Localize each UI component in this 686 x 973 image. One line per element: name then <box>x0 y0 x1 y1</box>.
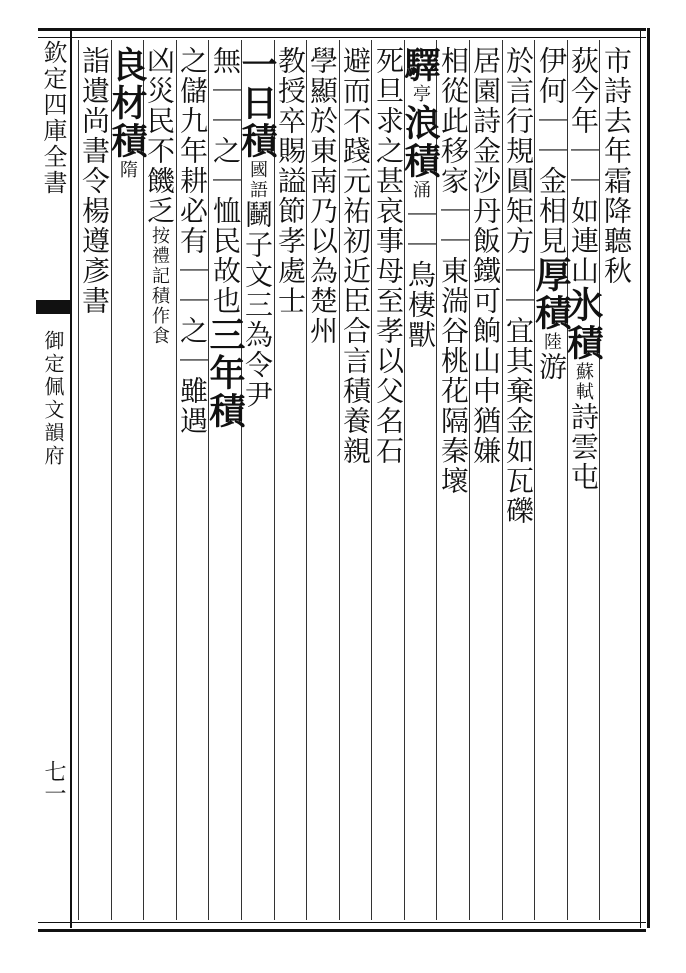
body-text: 學顯於東南乃以為楚州 <box>306 46 339 346</box>
annotation-text: 隋 <box>117 160 138 180</box>
body-text: 詩雲屯 <box>567 402 600 492</box>
body-text: 之儲九年耕必有 <box>176 46 209 256</box>
body-text: 游 <box>535 352 568 382</box>
body-text: 之 <box>176 316 209 346</box>
body-text: 如連山 <box>567 196 600 286</box>
body-text: 恤民故也 <box>209 196 242 316</box>
body-text: 凶災民不饑乏 <box>143 46 176 226</box>
headword: 良材積 <box>106 46 148 160</box>
body-text: 東湍谷桃花隔秦壞 <box>437 256 470 496</box>
body-text: 伊何 <box>535 46 568 106</box>
body-text: ｜｜ <box>176 256 209 316</box>
body-text: 雖遇 <box>176 376 209 436</box>
body-text: 鳥棲獸 <box>404 260 437 350</box>
body-text: ｜｜ <box>502 256 535 316</box>
headword: 厚積 <box>530 256 572 332</box>
margin-work-title: 御定佩文韻府 <box>41 330 65 468</box>
body-text: ｜ <box>209 166 242 196</box>
body-text: 宜其棄金如瓦礫 <box>502 316 535 526</box>
body-text: 死旦求之甚哀事母至孝以父名石 <box>372 46 405 466</box>
body-text: 相從此移家 <box>437 46 470 196</box>
body-text: 市詩去年霜降聽秋 <box>600 46 633 286</box>
body-text: ｜｜ <box>437 196 470 256</box>
annotation-text: 涌 <box>410 180 431 200</box>
frame-bottom-border <box>38 922 646 932</box>
body-text: 金相見 <box>535 166 568 256</box>
frame-right-border <box>640 28 650 928</box>
headword: 一日積 <box>236 46 278 160</box>
margin-page-number: 七一 <box>41 760 66 804</box>
annotation-text: 按禮記積作食 <box>149 226 170 346</box>
annotation-text: 陸 <box>541 332 562 352</box>
annotation-text: 國語 <box>247 160 268 200</box>
headword: 浪積 <box>399 104 441 180</box>
body-text: 之 <box>209 136 242 166</box>
body-text: ｜｜ <box>209 76 242 136</box>
body-text: 無 <box>209 46 242 76</box>
body-text: 避而不踐元祐初近臣合言積養親 <box>339 46 372 466</box>
body-text: ｜ <box>176 346 209 376</box>
body-text: 詣遺尚書令楊遵彥書 <box>78 46 111 316</box>
frame-top-border <box>38 28 646 38</box>
annotation-text: 蘇軾 <box>573 362 594 402</box>
text-column <box>74 46 114 316</box>
body-text: ｜｜ <box>404 200 437 260</box>
margin-rule <box>70 28 72 928</box>
headword: 三年積 <box>204 316 246 430</box>
body-text: 居園詩金沙丹飯鐵可餉山中猶嫌 <box>469 46 502 466</box>
body-text: ｜｜ <box>535 106 568 166</box>
body-text: 鬭子文三為令尹 <box>241 200 274 410</box>
body-text: 於言行規圓矩方 <box>502 46 535 256</box>
body-text: 荻今年 <box>567 46 600 136</box>
annotation-text: 亭 <box>410 84 431 104</box>
body-text: ｜｜ <box>567 136 600 196</box>
headword: 氷積 <box>562 286 604 362</box>
margin-book-title: 欽定四庫全書 <box>39 40 67 196</box>
headword: 驛 <box>399 46 441 84</box>
fish-tail-mark <box>36 300 70 314</box>
body-text: 教授卒賜謚節孝處士 <box>274 46 307 316</box>
